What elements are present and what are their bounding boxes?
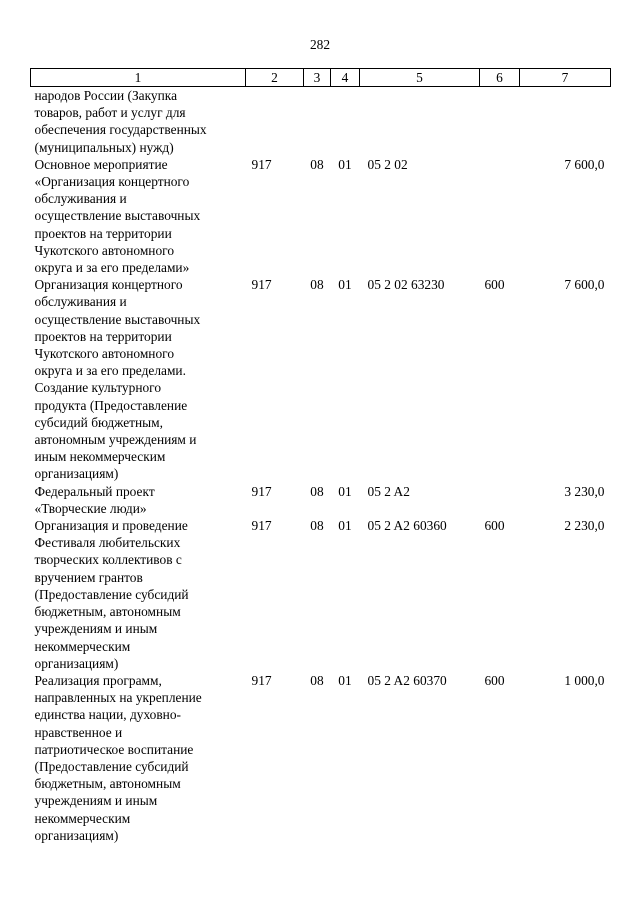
row-name: Организация и проведение Фестиваля любительских творческих коллективов с вручением грантов (Предоставление субсидий бюджетным, автономным учреждениям и иным некоммерческим организациям) <box>34 518 189 671</box>
row-name: Федеральный проект «Творческие люди» <box>34 483 155 516</box>
row-subsection: 01 <box>338 277 352 293</box>
page-number: 282 <box>309 37 331 52</box>
row-section: 08 <box>310 156 324 172</box>
row-amount <box>520 87 611 156</box>
header-row <box>31 69 611 87</box>
row-expense-type <box>480 156 520 276</box>
row-amount: 3 230,0 <box>564 483 605 499</box>
header-col-3: 3 <box>304 69 331 87</box>
row-subsection: 01 <box>338 672 352 688</box>
row-expense-type: 600 <box>484 518 505 534</box>
row-ministry-code <box>246 87 304 156</box>
table-row <box>31 276 611 482</box>
row-expense-type <box>480 483 520 517</box>
row-target-article: 05 2 A2 60360 <box>367 518 447 534</box>
row-ministry-code: 917 <box>251 483 272 499</box>
row-amount: 7 600,0 <box>564 277 605 293</box>
row-subsection: 01 <box>338 483 352 499</box>
header-col-2: 2 <box>246 69 304 87</box>
table-row <box>31 672 611 844</box>
table-row <box>31 483 611 517</box>
row-subsection: 01 <box>338 156 352 172</box>
row-target-article: 05 2 02 63230 <box>367 277 445 293</box>
row-name: Основное мероприятие «Организация концертного обслуживания и осуществление выставочных проектов на территории Чукотского автономного округа и за его пределами» <box>34 156 201 276</box>
row-target-article: 05 2 02 <box>367 156 408 172</box>
table-row <box>31 87 611 156</box>
header-col-4: 4 <box>331 69 360 87</box>
row-target-article: 05 2 A2 <box>367 483 410 499</box>
row-ministry-code: 917 <box>251 277 272 293</box>
row-target-article <box>360 87 480 156</box>
row-section: 08 <box>310 483 324 499</box>
row-amount: 7 600,0 <box>564 156 605 172</box>
row-name: народов России (Закупка товаров, работ и услуг для обеспечения государственных (муниципальных) нужд) <box>34 88 207 155</box>
header-col-5: 5 <box>360 69 480 87</box>
header-col-7: 7 <box>520 69 611 87</box>
row-name: Реализация программ, направленных на укрепление единства нации, духовно- нравственное и патриотическое воспитание (Предоставление субсидий бюджетным, автономным учреждениям и иным некоммерческим организациям) <box>34 672 202 843</box>
row-section: 08 <box>310 277 324 293</box>
row-section <box>304 87 331 156</box>
row-subsection: 01 <box>338 518 352 534</box>
table-row <box>31 156 611 276</box>
row-ministry-code: 917 <box>251 156 272 172</box>
row-section: 08 <box>310 672 324 688</box>
table-row <box>31 517 611 672</box>
row-ministry-code: 917 <box>251 518 272 534</box>
row-name: Организация концертного обслуживания и осуществление выставочных проектов на территории Чукотского автономного округа и за его пределами. Создание культурного продукта (Предоставление субсидий бюджетным, автономным учреждениям и иным некоммерческим организациям) <box>34 277 201 482</box>
row-section: 08 <box>310 518 324 534</box>
row-expense-type: 600 <box>484 277 505 293</box>
budget-table <box>30 68 611 844</box>
header-col-6: 6 <box>480 69 520 87</box>
row-expense-type <box>480 87 520 156</box>
row-expense-type: 600 <box>484 672 505 688</box>
row-target-article: 05 2 A2 60370 <box>367 672 447 688</box>
row-ministry-code: 917 <box>251 672 272 688</box>
row-amount: 1 000,0 <box>564 672 605 688</box>
row-amount: 2 230,0 <box>564 518 605 534</box>
header-col-1: 1 <box>31 69 246 87</box>
row-subsection <box>331 87 360 156</box>
